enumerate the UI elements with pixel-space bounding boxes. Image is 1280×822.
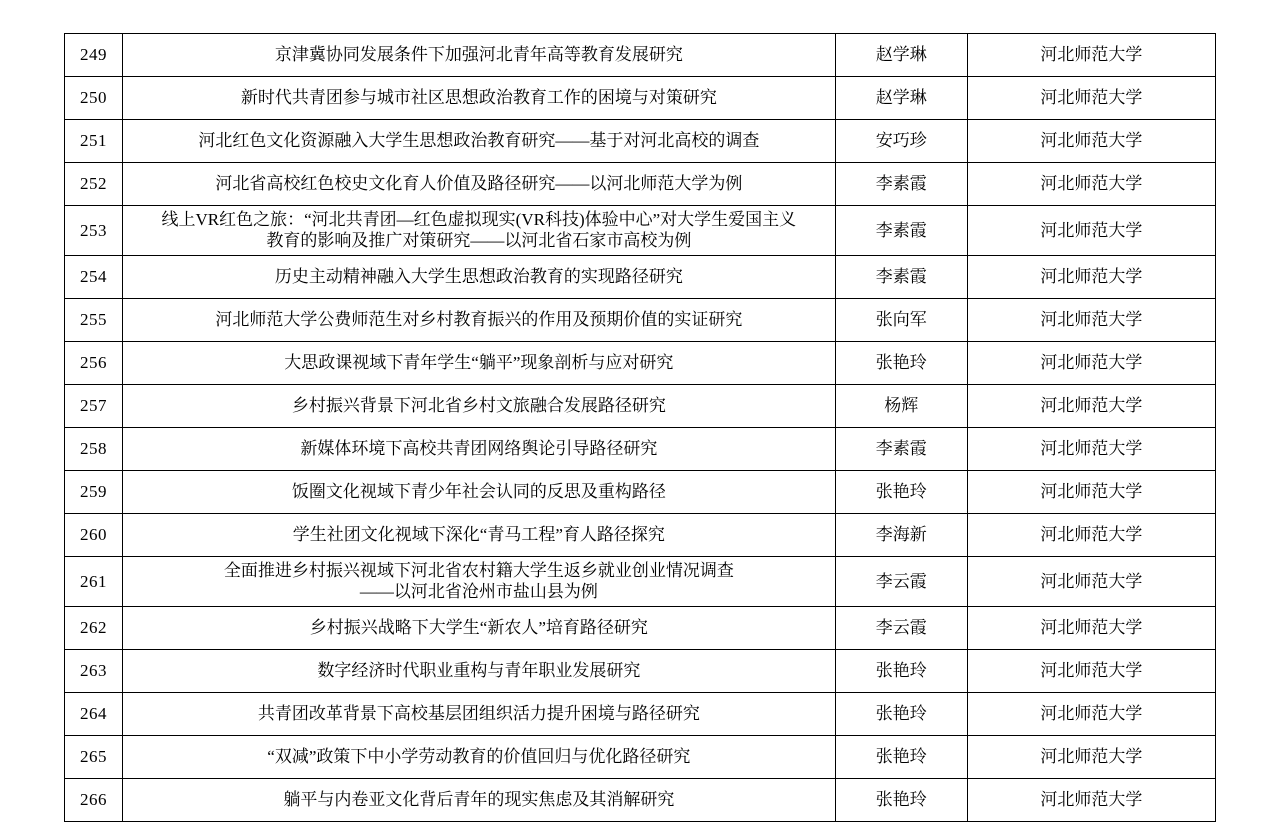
cell-person: 张艳玲 — [835, 471, 967, 514]
table-row — [65, 736, 1216, 779]
cell-organization: 河北师范大学 — [967, 385, 1215, 428]
cell-title-line: “双减”政策下中小学劳动教育的价值回归与优化路径研究 — [267, 747, 691, 767]
cell-number: 258 — [65, 428, 123, 471]
table-row — [65, 428, 1216, 471]
table-row — [65, 779, 1216, 822]
cell-title — [123, 120, 836, 163]
cell-organization: 河北师范大学 — [967, 607, 1215, 650]
cell-title-line: ——以河北省沧州市盐山县为例 — [359, 581, 598, 601]
cell-title — [123, 779, 836, 822]
project-table-container — [64, 33, 1216, 822]
cell-number: 257 — [65, 385, 123, 428]
cell-title — [123, 77, 836, 120]
cell-number: 261 — [65, 557, 123, 607]
cell-person: 李素霞 — [835, 256, 967, 299]
cell-organization: 河北师范大学 — [967, 428, 1215, 471]
cell-number: 251 — [65, 120, 123, 163]
cell-person: 张艳玲 — [835, 736, 967, 779]
cell-person: 李海新 — [835, 514, 967, 557]
project-table — [64, 33, 1216, 822]
cell-organization: 河北师范大学 — [967, 557, 1215, 607]
cell-organization: 河北师范大学 — [967, 299, 1215, 342]
cell-title — [123, 693, 836, 736]
table-row — [65, 256, 1216, 299]
table-row — [65, 650, 1216, 693]
cell-title — [123, 206, 836, 256]
cell-organization: 河北师范大学 — [967, 650, 1215, 693]
table-row — [65, 299, 1216, 342]
cell-title-line: 河北红色文化资源融入大学生思想政治教育研究——基于对河北高校的调查 — [198, 131, 760, 151]
cell-title-line: 新时代共青团参与城市社区思想政治教育工作的困境与对策研究 — [240, 88, 717, 108]
cell-title-line: 共青团改革背景下高校基层团组织活力提升困境与路径研究 — [257, 704, 700, 724]
cell-person: 张艳玲 — [835, 342, 967, 385]
cell-organization: 河北师范大学 — [967, 34, 1215, 77]
cell-number: 266 — [65, 779, 123, 822]
cell-organization: 河北师范大学 — [967, 163, 1215, 206]
cell-title — [123, 514, 836, 557]
table-row — [65, 693, 1216, 736]
cell-number: 264 — [65, 693, 123, 736]
cell-title-line: 河北省高校红色校史文化育人价值及路径研究——以河北师范大学为例 — [215, 174, 743, 194]
cell-title-line: 新媒体环境下高校共青团网络舆论引导路径研究 — [300, 439, 658, 459]
cell-number: 250 — [65, 77, 123, 120]
cell-person: 李素霞 — [835, 206, 967, 256]
cell-number: 256 — [65, 342, 123, 385]
cell-number: 249 — [65, 34, 123, 77]
cell-title — [123, 428, 836, 471]
cell-organization: 河北师范大学 — [967, 514, 1215, 557]
cell-title — [123, 557, 836, 607]
cell-title — [123, 736, 836, 779]
cell-title-line: 全面推进乡村振兴视域下河北省农村籍大学生返乡就业创业情况调查 — [223, 561, 734, 581]
cell-title — [123, 607, 836, 650]
cell-person: 李素霞 — [835, 428, 967, 471]
cell-title-line: 河北师范大学公费师范生对乡村教育振兴的作用及预期价值的实证研究 — [215, 310, 743, 330]
cell-number: 254 — [65, 256, 123, 299]
cell-title-line: 京津冀协同发展条件下加强河北青年高等教育发展研究 — [274, 45, 683, 65]
cell-number: 259 — [65, 471, 123, 514]
cell-organization: 河北师范大学 — [967, 77, 1215, 120]
cell-person: 李云霞 — [835, 557, 967, 607]
cell-number: 260 — [65, 514, 123, 557]
table-row — [65, 206, 1216, 256]
table-row — [65, 471, 1216, 514]
cell-title-line: 线上VR红色之旅：“河北共青团—红色虚拟现实(VR科技)体验中心”对大学生爱国主义 — [161, 210, 797, 230]
cell-title — [123, 163, 836, 206]
cell-title-line: 大思政课视域下青年学生“躺平”现象剖析与应对研究 — [284, 353, 674, 373]
cell-person: 张艳玲 — [835, 693, 967, 736]
table-row — [65, 34, 1216, 77]
cell-person: 杨辉 — [835, 385, 967, 428]
cell-organization: 河北师范大学 — [967, 120, 1215, 163]
cell-organization: 河北师范大学 — [967, 206, 1215, 256]
cell-person: 张艳玲 — [835, 650, 967, 693]
cell-title-line: 躺平与内卷亚文化背后青年的现实焦虑及其消解研究 — [283, 790, 675, 810]
cell-title — [123, 256, 836, 299]
table-row — [65, 514, 1216, 557]
cell-title-line: 饭圈文化视域下青少年社会认同的反思及重构路径 — [291, 482, 666, 502]
cell-title — [123, 385, 836, 428]
cell-title — [123, 650, 836, 693]
table-row — [65, 385, 1216, 428]
cell-title — [123, 342, 836, 385]
cell-number: 255 — [65, 299, 123, 342]
cell-title-line: 乡村振兴背景下河北省乡村文旅融合发展路径研究 — [291, 396, 666, 416]
cell-person: 安巧珍 — [835, 120, 967, 163]
cell-person: 李云霞 — [835, 607, 967, 650]
cell-title — [123, 299, 836, 342]
cell-organization: 河北师范大学 — [967, 693, 1215, 736]
cell-person: 张艳玲 — [835, 779, 967, 822]
cell-organization: 河北师范大学 — [967, 736, 1215, 779]
table-row — [65, 342, 1216, 385]
cell-number: 252 — [65, 163, 123, 206]
table-row — [65, 120, 1216, 163]
cell-number: 265 — [65, 736, 123, 779]
cell-person: 赵学琳 — [835, 77, 967, 120]
cell-number: 262 — [65, 607, 123, 650]
cell-title-line: 教育的影响及推广对策研究——以河北省石家市高校为例 — [266, 230, 692, 250]
table-row — [65, 607, 1216, 650]
cell-organization: 河北师范大学 — [967, 342, 1215, 385]
cell-number: 253 — [65, 206, 123, 256]
cell-title-line: 数字经济时代职业重构与青年职业发展研究 — [317, 661, 641, 681]
cell-organization: 河北师范大学 — [967, 471, 1215, 514]
cell-number: 263 — [65, 650, 123, 693]
cell-person: 张向军 — [835, 299, 967, 342]
cell-organization: 河北师范大学 — [967, 779, 1215, 822]
cell-title — [123, 471, 836, 514]
cell-title — [123, 34, 836, 77]
cell-person: 李素霞 — [835, 163, 967, 206]
cell-title-line: 乡村振兴战略下大学生“新农人”培育路径研究 — [309, 618, 648, 638]
table-row — [65, 557, 1216, 607]
table-row — [65, 77, 1216, 120]
cell-person: 赵学琳 — [835, 34, 967, 77]
project-table-body — [65, 34, 1216, 822]
cell-title-line: 历史主动精神融入大学生思想政治教育的实现路径研究 — [274, 267, 683, 287]
cell-title-line: 学生社团文化视域下深化“青马工程”育人路径探究 — [292, 525, 665, 545]
cell-organization: 河北师范大学 — [967, 256, 1215, 299]
table-row — [65, 163, 1216, 206]
